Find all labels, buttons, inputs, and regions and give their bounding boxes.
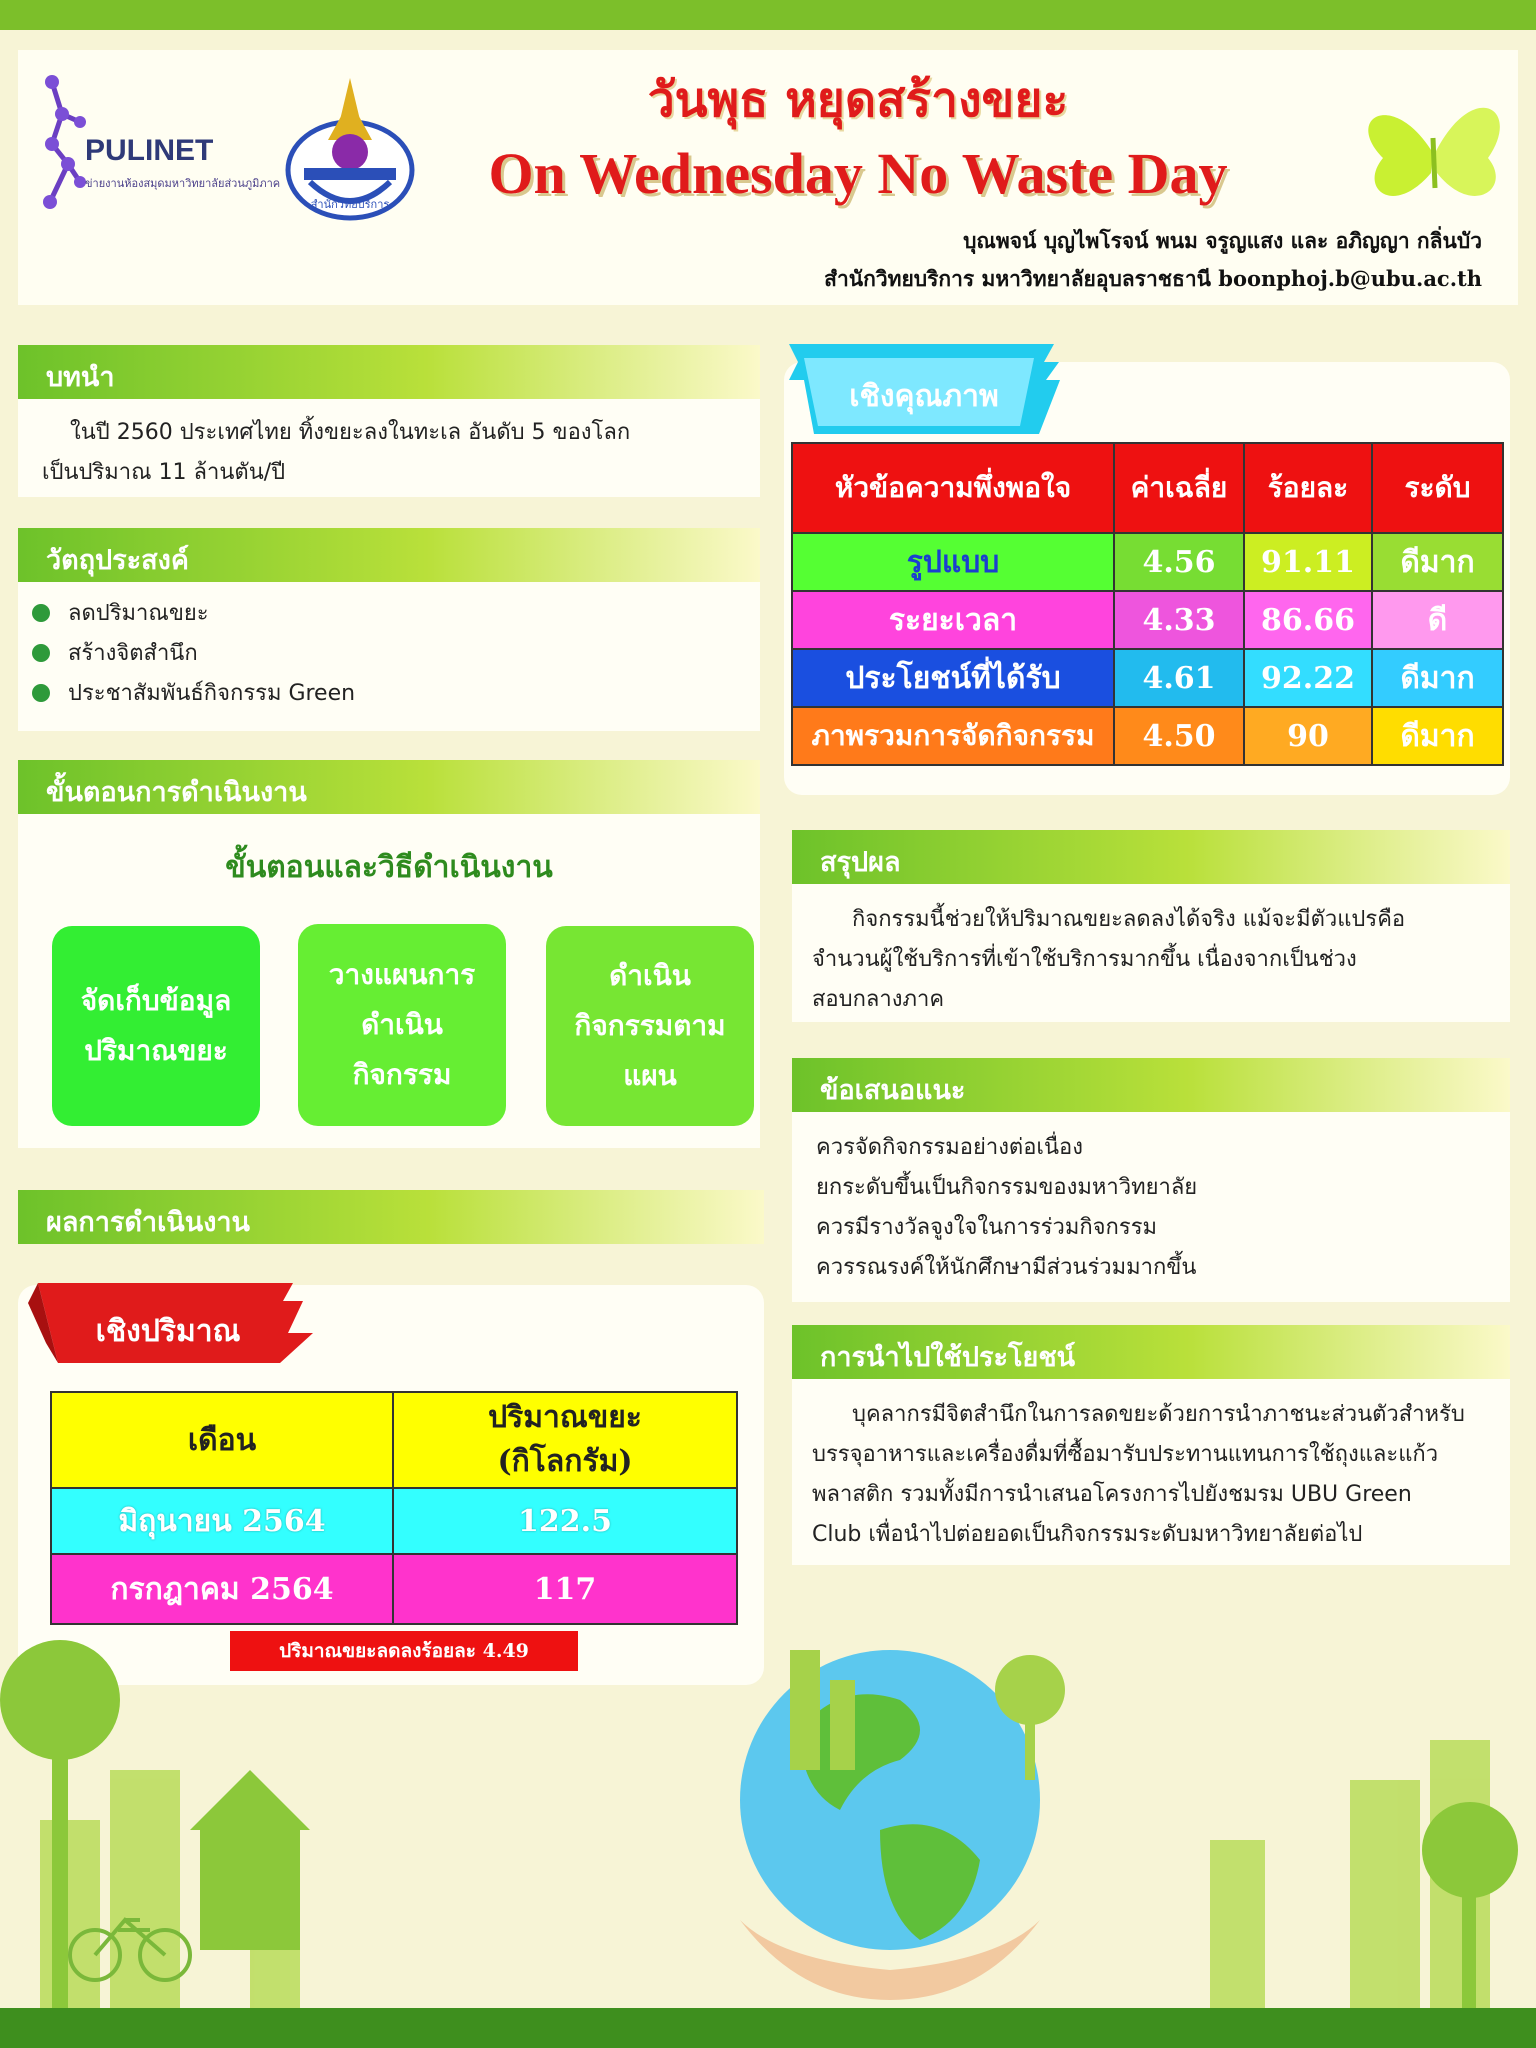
suggestions-panel bbox=[792, 1058, 1510, 1302]
authors-names: บุณพจน์ บุญไพโรจน์ พนม จรูญแสง และ อภิญญา กลิ่นบัว bbox=[963, 228, 1482, 253]
results-heading: ผลการดำเนินงาน bbox=[46, 1207, 251, 1238]
qualitative-cell-percent: 91.11 bbox=[1244, 533, 1372, 591]
procedure-heading-bar bbox=[18, 760, 760, 814]
table-cell-amount: 117 bbox=[393, 1554, 737, 1624]
qualitative-cell-mean: 4.33 bbox=[1114, 591, 1244, 649]
procedure-heading: ขั้นตอนการดำเนินงาน bbox=[46, 777, 307, 808]
butterfly-icon bbox=[1353, 78, 1513, 228]
qualitative-header-level: ระดับ bbox=[1372, 443, 1503, 533]
step-plan-activity: วางแผนการ ดำเนิน กิจกรรม bbox=[298, 924, 506, 1126]
title-english: On Wednesday No Waste Day bbox=[488, 141, 1228, 206]
table-cell-month: มิถุนายน 2564 bbox=[51, 1488, 393, 1554]
bullet-icon bbox=[32, 684, 50, 702]
qualitative-cell-level: ดีมาก bbox=[1372, 707, 1503, 765]
conclusion-panel bbox=[792, 830, 1510, 1022]
top-green-bar bbox=[0, 0, 1536, 30]
pulinet-logo bbox=[40, 72, 290, 217]
globe-in-hands-icon bbox=[740, 1650, 1040, 2000]
application-heading-bar bbox=[792, 1325, 1510, 1379]
qualitative-cell-percent: 92.22 bbox=[1244, 649, 1372, 707]
objective-item: ประชาสัมพันธ์กิจกรรม Green bbox=[32, 676, 355, 712]
qualitative-table bbox=[791, 442, 1504, 766]
suggestion-item: ควรจัดกิจกรรมอย่างต่อเนื่อง bbox=[816, 1135, 1083, 1160]
title-thai: วันพุธ หยุดสร้างขยะ bbox=[647, 72, 1069, 128]
intro-heading: บทนำ bbox=[46, 362, 115, 393]
intro-heading-bar bbox=[18, 345, 760, 399]
intro-line: ในปี 2560 ประเทศไทย ทิ้งขยะลงในทะเล อันดับ 5 ของโลก bbox=[70, 420, 631, 445]
intro-text bbox=[42, 413, 742, 493]
suggestions-list bbox=[816, 1128, 1506, 1288]
qualitative-ribbon bbox=[784, 340, 1064, 440]
objective-item: ลดปริมาณขยะ bbox=[32, 596, 209, 632]
quantitative-ribbon-text: เชิงปริมาณ bbox=[95, 1314, 241, 1349]
step-collect-data: จัดเก็บข้อมูล ปริมาณขยะ bbox=[52, 926, 260, 1126]
suggestion-item: ยกระดับขึ้นเป็นกิจกรรมของมหาวิทยาลัย bbox=[816, 1175, 1198, 1200]
qualitative-cell-level: ดีมาก bbox=[1372, 649, 1503, 707]
procedure-subheading: ขั้นตอนและวิธีดำเนินงาน bbox=[225, 850, 553, 885]
qualitative-header-mean: ค่าเฉลี่ย bbox=[1114, 443, 1244, 533]
authors-block bbox=[824, 222, 1482, 298]
application-heading: การนำไปใช้ประโยชน์ bbox=[820, 1342, 1076, 1373]
quantitative-table bbox=[50, 1391, 738, 1625]
suggestions-heading-bar bbox=[792, 1058, 1510, 1112]
qualitative-cell-mean: 4.56 bbox=[1114, 533, 1244, 591]
conclusion-heading: สรุปผล bbox=[820, 847, 901, 878]
poster-header bbox=[18, 50, 1518, 305]
suggestion-item: ควรรณรงค์ให้นักศึกษามีส่วนร่วมมากขึ้น bbox=[816, 1255, 1197, 1280]
objectives-heading: วัตถุประสงค์ bbox=[46, 545, 189, 576]
table-row bbox=[51, 1554, 737, 1624]
qualitative-cell-level: ดีมาก bbox=[1372, 533, 1503, 591]
table-cell-month: กรกฎาคม 2564 bbox=[51, 1554, 393, 1624]
intro-panel bbox=[18, 345, 760, 497]
bottom-green-bar bbox=[0, 2008, 1536, 2048]
intro-line: เป็นปริมาณ 11 ล้านตัน/ปี bbox=[42, 460, 286, 485]
suggestion-item: ควรมีรางวัลจูงใจในการร่วมกิจกรรม bbox=[816, 1215, 1158, 1240]
qualitative-cell-mean: 4.50 bbox=[1114, 707, 1244, 765]
reduction-note: ปริมาณขยะลดลงร้อยละ 4.49 bbox=[230, 1631, 578, 1671]
pulinet-logo-name: PULINET bbox=[85, 134, 214, 167]
ubu-library-logo bbox=[280, 70, 420, 225]
results-heading-bar bbox=[18, 1190, 764, 1244]
conclusion-heading-bar bbox=[792, 830, 1510, 884]
application-panel bbox=[792, 1325, 1510, 1565]
qualitative-cell-level: ดี bbox=[1372, 591, 1503, 649]
objective-item: สร้างจิตสำนึก bbox=[32, 636, 198, 672]
table-row bbox=[792, 591, 1503, 649]
bullet-icon bbox=[32, 644, 50, 662]
conclusion-text: กิจกรรมนี้ช่วยให้ปริมาณขยะลดลงได้จริง แม้จะมีตัวแปรคือ จำนวนผู้ใช้บริการที่เข้าใช้บริการมากขึ้น เนื่องจากเป็นช่วง สอบกลางภาค bbox=[812, 907, 1406, 1012]
qualitative-header-percent: ร้อยละ bbox=[1244, 443, 1372, 533]
qualitative-cell-percent: 90 bbox=[1244, 707, 1372, 765]
qualitative-panel bbox=[784, 362, 1510, 795]
table-row bbox=[51, 1488, 737, 1554]
bullet-icon bbox=[32, 604, 50, 622]
green-city-scenery bbox=[0, 1620, 1536, 2010]
table-cell-amount: 122.5 bbox=[393, 1488, 737, 1554]
ubu-logo-text: สำนักวิทยบริการ bbox=[310, 198, 390, 211]
qualitative-cell-percent: 86.66 bbox=[1244, 591, 1372, 649]
procedure-panel bbox=[18, 760, 760, 1148]
qualitative-cell-topic: ประโยชน์ที่ได้รับ bbox=[792, 649, 1114, 707]
objectives-panel bbox=[18, 528, 760, 731]
qualitative-cell-topic: รูปแบบ bbox=[792, 533, 1114, 591]
suggestions-heading: ข้อเสนอแนะ bbox=[820, 1075, 966, 1106]
authors-affiliation: สำนักวิทยบริการ มหาวิทยาลัยอุบลราชธานี boonphoj.b@ubu.ac.th bbox=[824, 266, 1482, 291]
qualitative-cell-mean: 4.61 bbox=[1114, 649, 1244, 707]
qualitative-header-topic: หัวข้อความพึ่งพอใจ bbox=[792, 443, 1114, 533]
qualitative-cell-topic: ระยะเวลา bbox=[792, 591, 1114, 649]
table-row bbox=[792, 649, 1503, 707]
table-row bbox=[792, 533, 1503, 591]
application-text: บุคลากรมีจิตสำนึกในการลดขยะด้วยการนำภาชนะส่วนตัวสำหรับ บรรจุอาหารและเครื่องดื่มที่ซื้อมารับประทานแทนการใช้ถุงและแก้ว พลาสติก รวมทั้งมีการนำเสนอโครงการไปยังชมรม UBU Green Club เพื่อนำไปต่อยอดเป็นกิจกรรมระดับมหาวิทยาลัยต่อไป bbox=[812, 1402, 1465, 1547]
quantitative-ribbon bbox=[18, 1273, 318, 1373]
qualitative-cell-topic: ภาพรวมการจัดกิจกรรม bbox=[792, 707, 1114, 765]
table-header-month: เดือน bbox=[51, 1392, 393, 1488]
table-header-amount: ปริมาณขยะ (กิโลกรัม) bbox=[393, 1392, 737, 1488]
pulinet-logo-subtitle: ข่ายงานห้องสมุดมหาวิทยาลัยส่วนภูมิภาค bbox=[85, 177, 281, 190]
step-execute-plan: ดำเนิน กิจกรรมตาม แผน bbox=[546, 926, 754, 1126]
table-row bbox=[792, 707, 1503, 765]
qualitative-ribbon-text: เชิงคุณภาพ bbox=[849, 379, 999, 414]
objectives-heading-bar bbox=[18, 528, 760, 582]
